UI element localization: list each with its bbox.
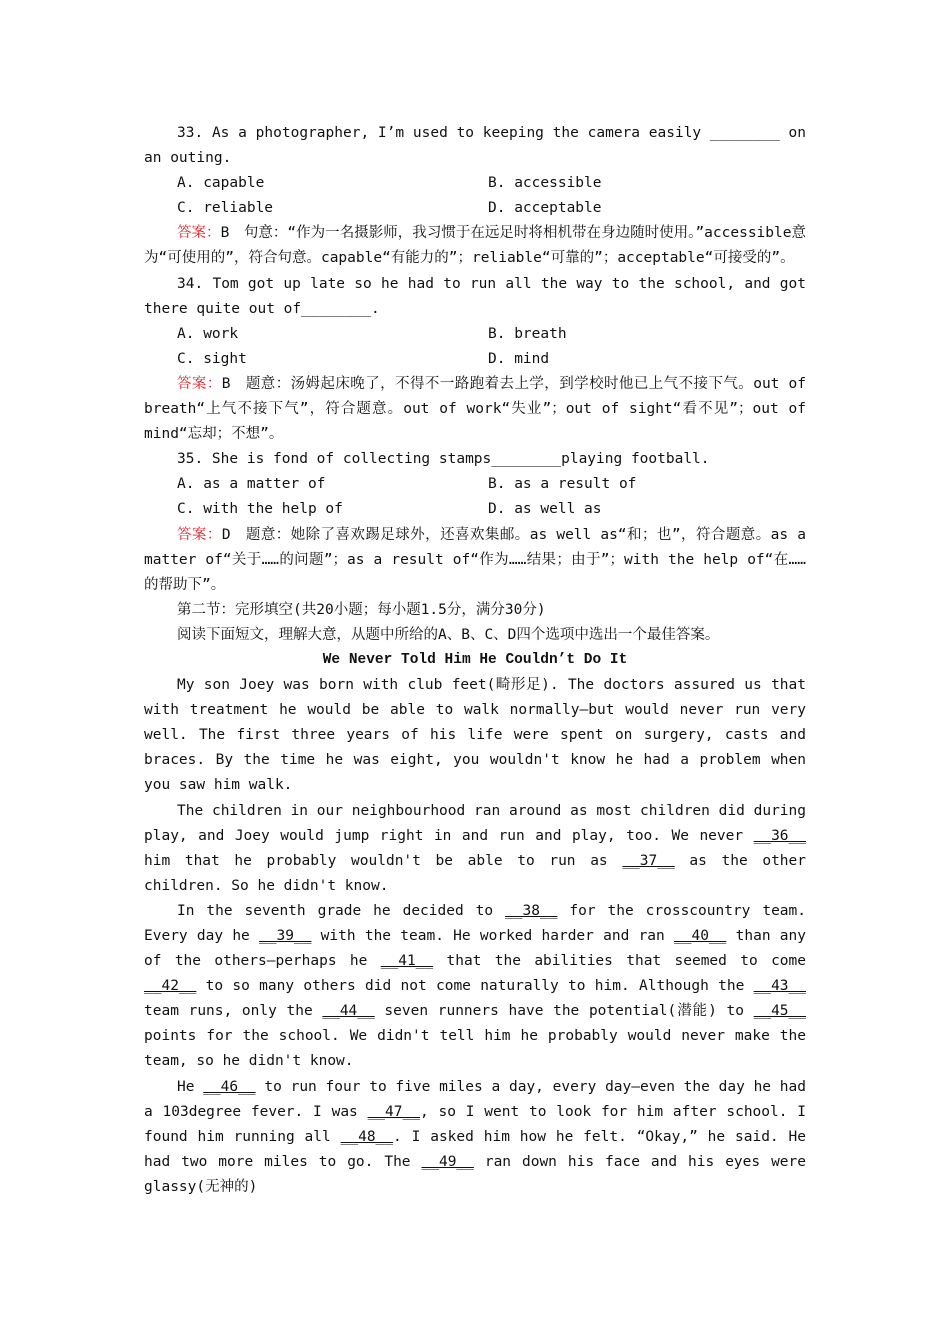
section-heading: 第二节：完形填空(共20小题；每小题1.5分，满分30分): [177, 601, 546, 618]
blank-36: __36__: [753, 827, 806, 844]
passage-title: We Never Told Him He Couldn’t Do It: [322, 651, 628, 668]
passage-paragraph-2: The children in our neighbourhood ran around as most children did during play, and Joey would jump right in and run and play, too. We never __36__ him that he probably wouldn't be able to run as __37__ as the other children. So he didn't know.: [144, 802, 806, 894]
blank-45: __45__: [753, 1003, 806, 1020]
blank-42: __42__: [144, 978, 197, 995]
option-b: B. as a result of: [488, 476, 637, 493]
question-35-options-row2: [144, 497, 806, 522]
blank-41: __41__: [380, 953, 434, 970]
passage-paragraph-4: He __46__ to run four to five miles a day, every day—even the day he had a 103degree fever. I was __47__, so I went to look for him after school. I found him running all __48__. I asked him how he felt. “Okay,” he said. He had two more miles to go. The __49__ ran down his face and his eyes were glassy(无神的): [144, 1078, 806, 1195]
answer-explanation: B 句意：“作为一名摄影师，我习惯于在远足时将相机带在身边随时使用。”accessible意为“可使用的”，符合句意。capable“有能力的”；reliable“可靠的”；acceptable“可接受的”。: [144, 225, 807, 267]
question-33-stem: 33. As a photographer, I’m used to keeping the camera easily ________ on an outing.: [144, 125, 806, 167]
blank-48: __48__: [340, 1128, 394, 1145]
option-c: C. with the help of: [177, 501, 343, 518]
question-35-stem: 35. She is fond of collecting stamps________playing football.: [177, 451, 710, 468]
question-34-answer: [144, 372, 806, 447]
option-b: B. breath: [488, 325, 567, 342]
question-34-options-row2: [144, 347, 806, 372]
question-34-options-row1: [144, 322, 806, 347]
answer-explanation: B 题意：汤姆起床晚了，不得不一路跑着去上学，到学校时他已上气不接下气。out of breath“上气不接下气”，符合题意。out of work“失业”；out of sight“看不见”；out of mind“忘却；不想”。: [144, 375, 807, 443]
option-a: A. as a matter of: [177, 476, 326, 493]
option-d: D. as well as: [488, 501, 602, 518]
question-34-stem: 34. Tom got up late so he had to run all the way to the school, and got there quite out of________.: [144, 275, 806, 317]
question-33-options-row2: [144, 196, 806, 221]
question-33-options-row1: [144, 171, 806, 196]
answer-explanation: D 题意：她除了喜欢踢足球外，还喜欢集邮。as well as“和；也”，符合题意。as a matter of“关于……的问题”；as a result of“作为……结果；由于”；with the help of“在……的帮助下”。: [144, 526, 806, 593]
option-c: C. sight: [177, 350, 247, 367]
blank-47: __47__: [367, 1103, 420, 1120]
blank-39: __39__: [259, 928, 312, 944]
blank-46: __46__: [203, 1078, 256, 1095]
option-d: D. acceptable: [488, 200, 602, 217]
blank-43: __43__: [753, 978, 806, 995]
question-35-options-row1: [144, 472, 806, 497]
blank-44: __44__: [322, 1003, 375, 1020]
option-a: A. work: [177, 325, 239, 342]
answer-label: 答案：: [177, 225, 221, 242]
option-a: A. capable: [177, 175, 265, 192]
blank-38: __38__: [505, 902, 558, 919]
blank-40: __40__: [674, 928, 727, 944]
option-b: B. accessible: [488, 175, 602, 192]
question-35-answer: [144, 523, 806, 598]
passage-paragraph-3: In the seventh grade he decided to __38__ for the crosscountry team. Every day he __39__ with the team. He worked harder and ran __40__ than any of the others—perhaps he __41__ that the abilities that seemed to come __42__ to so many others did not come naturally to him. Although the __43__ team runs, only the __44__ seven runners have the potential(潜能) to __45__ points for the school. We didn't tell him he probably would never make the team, so he didn't know.: [144, 902, 806, 1070]
question-33-answer: [144, 221, 806, 271]
blank-49: __49__: [421, 1153, 474, 1170]
blank-37: __37__: [622, 852, 675, 869]
section-instruction: 阅读下面短文，理解大意，从题中所给的A、B、C、D四个选项中选出一个最佳答案。: [177, 626, 720, 643]
passage-paragraph-1: My son Joey was born with club feet(畸形足). The doctors assured us that with treatment he would be able to walk normally—but would never run very well. The first three years of his life were spent on surgery, casts and braces. By the time he was eight, you wouldn't know he had a problem when you saw him walk.: [144, 677, 806, 794]
option-d: D. mind: [488, 350, 550, 367]
option-c: C. reliable: [177, 200, 274, 217]
document-page: [144, 121, 806, 1200]
answer-label: 答案：: [177, 375, 222, 392]
answer-label: 答案：: [177, 526, 222, 543]
